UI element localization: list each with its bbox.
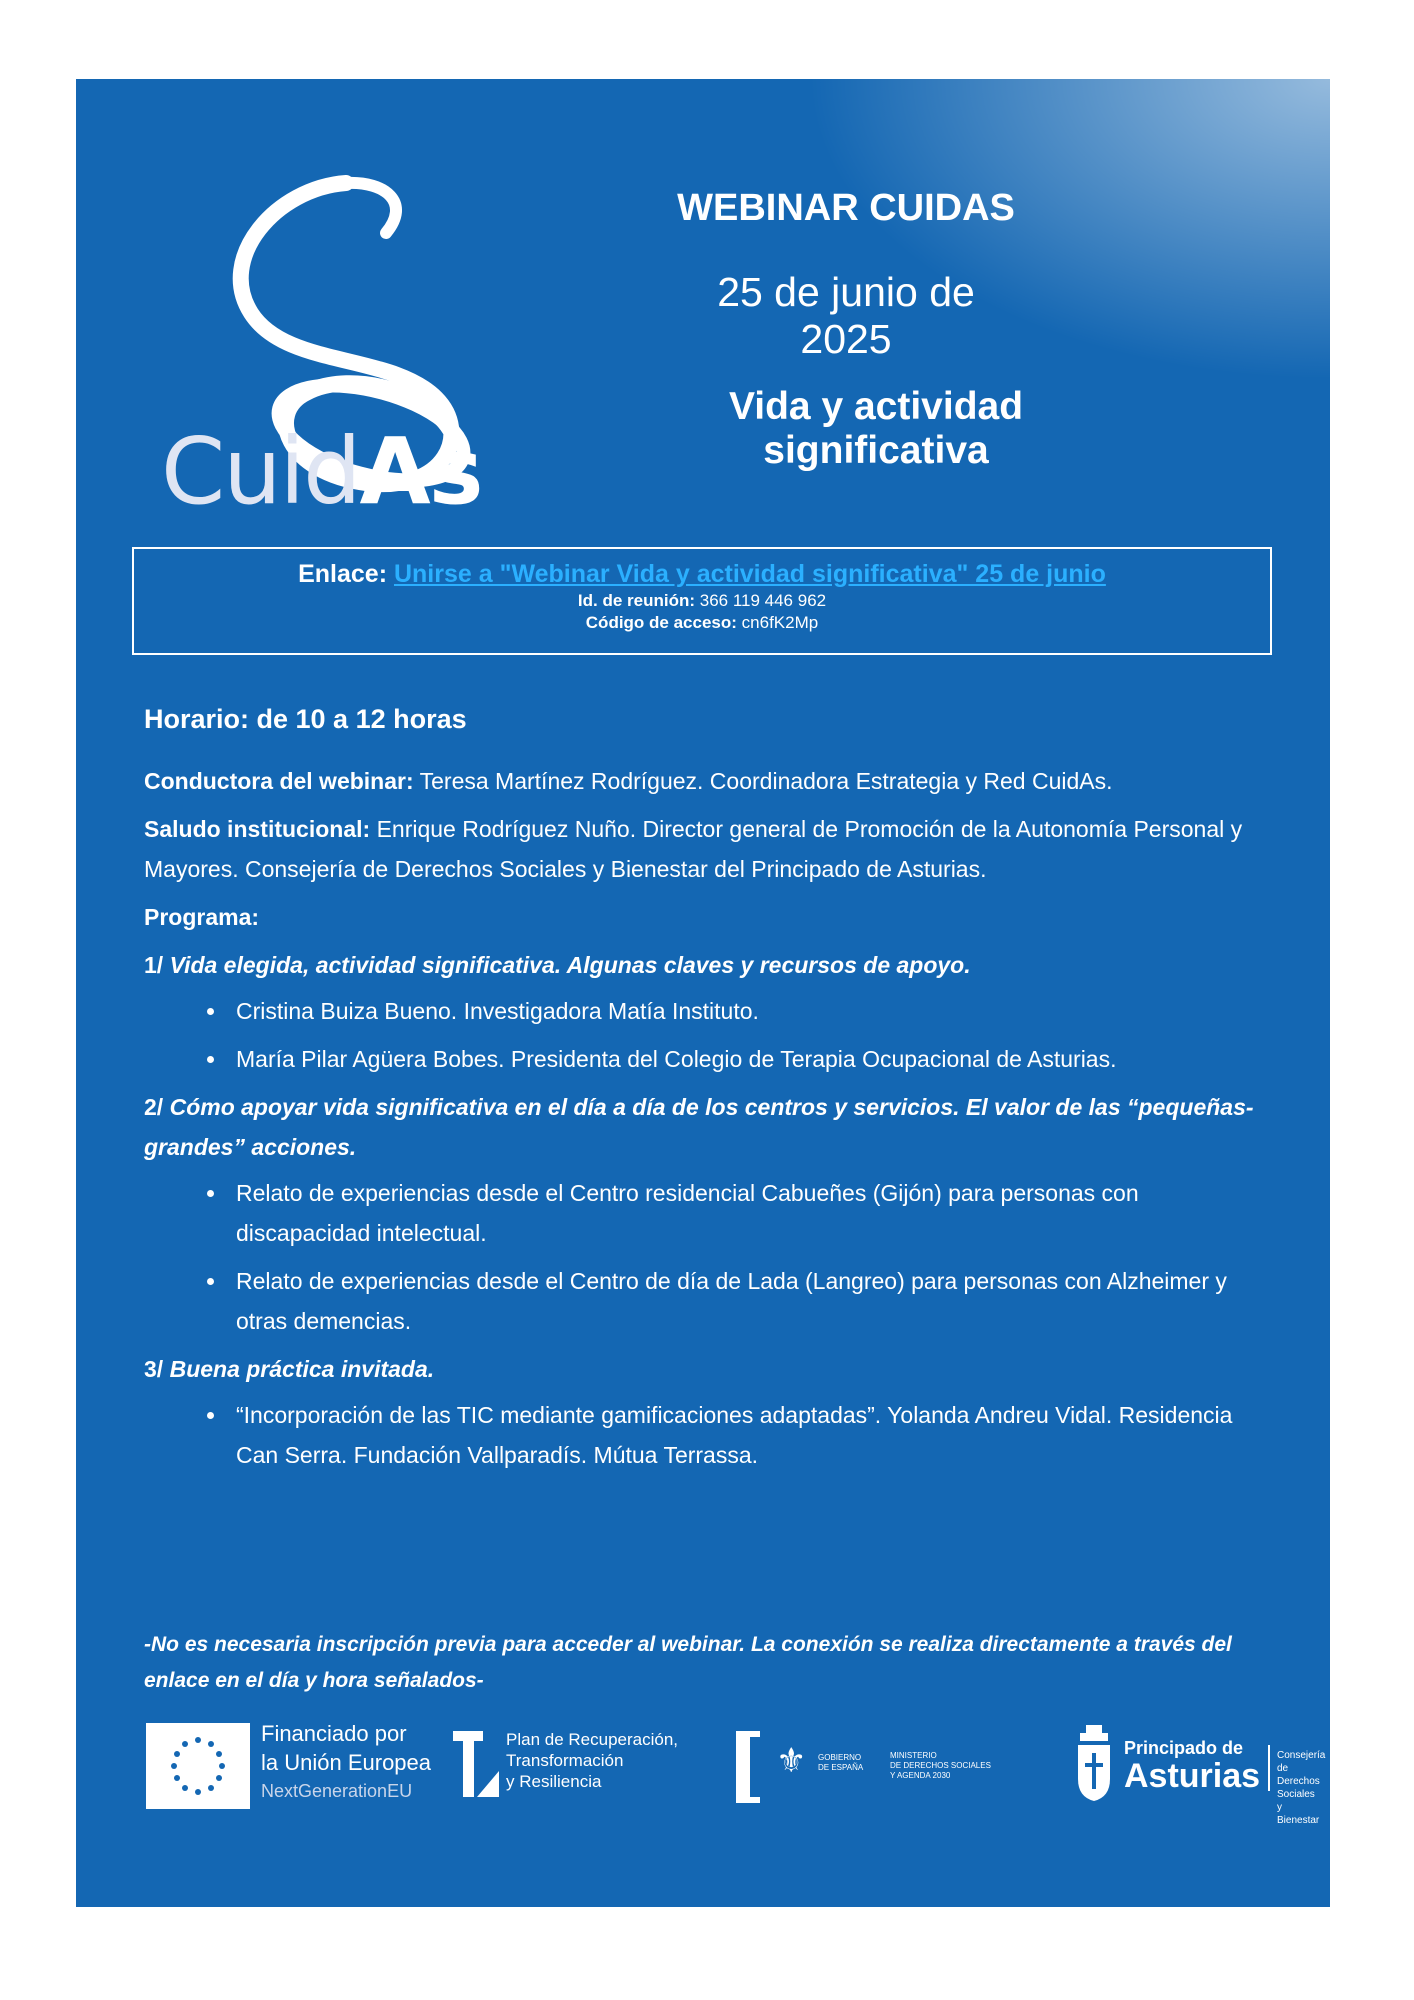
meeting-info-box [132,547,1272,655]
cuidas-logo-text: CuidAs [161,418,482,525]
greeting-text: Enrique Rodríguez Nuño. Director general de Promoción de la Autonomía Personal y Mayores. Consejería de Derechos Sociales y Bienestar del Principado de Asturias. [144,816,1243,882]
list-item: • Cristina Buiza Bueno. Investigadora Matía Instituto. [228,991,1274,1031]
section-3-heading: 3/ Buena práctica invitada. [144,1356,435,1382]
greeting-label: Saludo institucional: [144,816,371,842]
section-3-list [144,1395,1274,1475]
poster [76,79,1330,1907]
access-code-label: Código de acceso: [585,612,737,632]
asturias-shield-icon [1074,1723,1114,1803]
section-2-heading: 2/ Cómo apoyar vida significativa en el día a día de los centros y servicios. El valor de las “pequeñas-grandes” acciones. [144,1094,1254,1160]
meeting-id-label: Id. de reunión: [577,591,695,611]
government-bracket-icon [736,1731,766,1803]
host-label: Conductora del webinar: [144,768,414,794]
eu-funding-text: Financiado por la Unión Europea NextGenerationEU [261,1721,432,1801]
section-1-list [144,991,1274,1079]
eu-flag-icon [146,1723,250,1809]
schedule: Horario: de 10 a 12 horas [144,704,467,734]
webinar-title: WEBINAR CUIDAS [677,187,1015,229]
webinar-subtitle: Vida y actividad significativa [728,385,1024,472]
list-item: • María Pilar Agüera Bobes. Presidenta del Colegio de Terapia Ocupacional de Asturias. [228,1039,1274,1079]
list-item: • Relato de experiencias desde el Centro residencial Cabueñes (Gijón) para personas con discapacidad intelectual. [228,1173,1274,1253]
list-item: • “Incorporación de las TIC mediante gamificaciones adaptadas”. Yolanda Andreu Vidal. Residencia Can Serra. Fundación Vallparadís. Mútua Terrassa. [228,1395,1274,1475]
host-text: Teresa Martínez Rodríguez. Coordinadora Estrategia y Red CuidAs. [419,768,1113,794]
sponsor-logos [146,1719,1326,1826]
program-content [144,699,1274,1483]
link-label: Enlace: [298,560,388,588]
government-text: GOBIERNO DE ESPAÑA [818,1753,864,1772]
section-1-heading: 1/ Vida elegida, actividad significativa. Algunas claves y recursos de apoyo. [144,952,971,978]
council-text: Consejería de Derechos Sociales y Bienestar [1277,1750,1326,1826]
meeting-id-value: 366 119 446 962 [699,591,827,611]
asturias-text: Principado de Asturias [1124,1738,1261,1795]
host-line [144,761,1274,801]
divider [1268,1745,1270,1791]
list-item: • Relato de experiencias desde el Centro de día de Lada (Langreo) para personas con Alzheimer y otras demencias. [228,1261,1274,1341]
webinar-date: 25 de junio de 2025 [717,269,975,362]
recovery-plan-text: Plan de Recuperación, Transformación y Resiliencia [506,1730,679,1791]
access-code-value: cn6fK2Mp [741,612,819,632]
join-meeting-link[interactable]: Unirse a "Webinar Vida y actividad significativa" 25 de junio [393,560,1106,588]
access-note: -No es necesaria inscripción previa para acceder al webinar. La conexión se realiza directamente a través del enlace en el día y hora señalados- [144,1633,1232,1692]
recovery-plan-logo-icon [453,1731,499,1797]
program-label: Programa: [144,904,260,930]
section-2-list [144,1173,1274,1341]
greeting-line [144,809,1274,889]
spain-coat-of-arms-icon: ⚜ [776,1742,807,1780]
ministry-text: MINISTERIO DE DERECHOS SOCIALES Y AGENDA 2030 [890,1751,991,1780]
